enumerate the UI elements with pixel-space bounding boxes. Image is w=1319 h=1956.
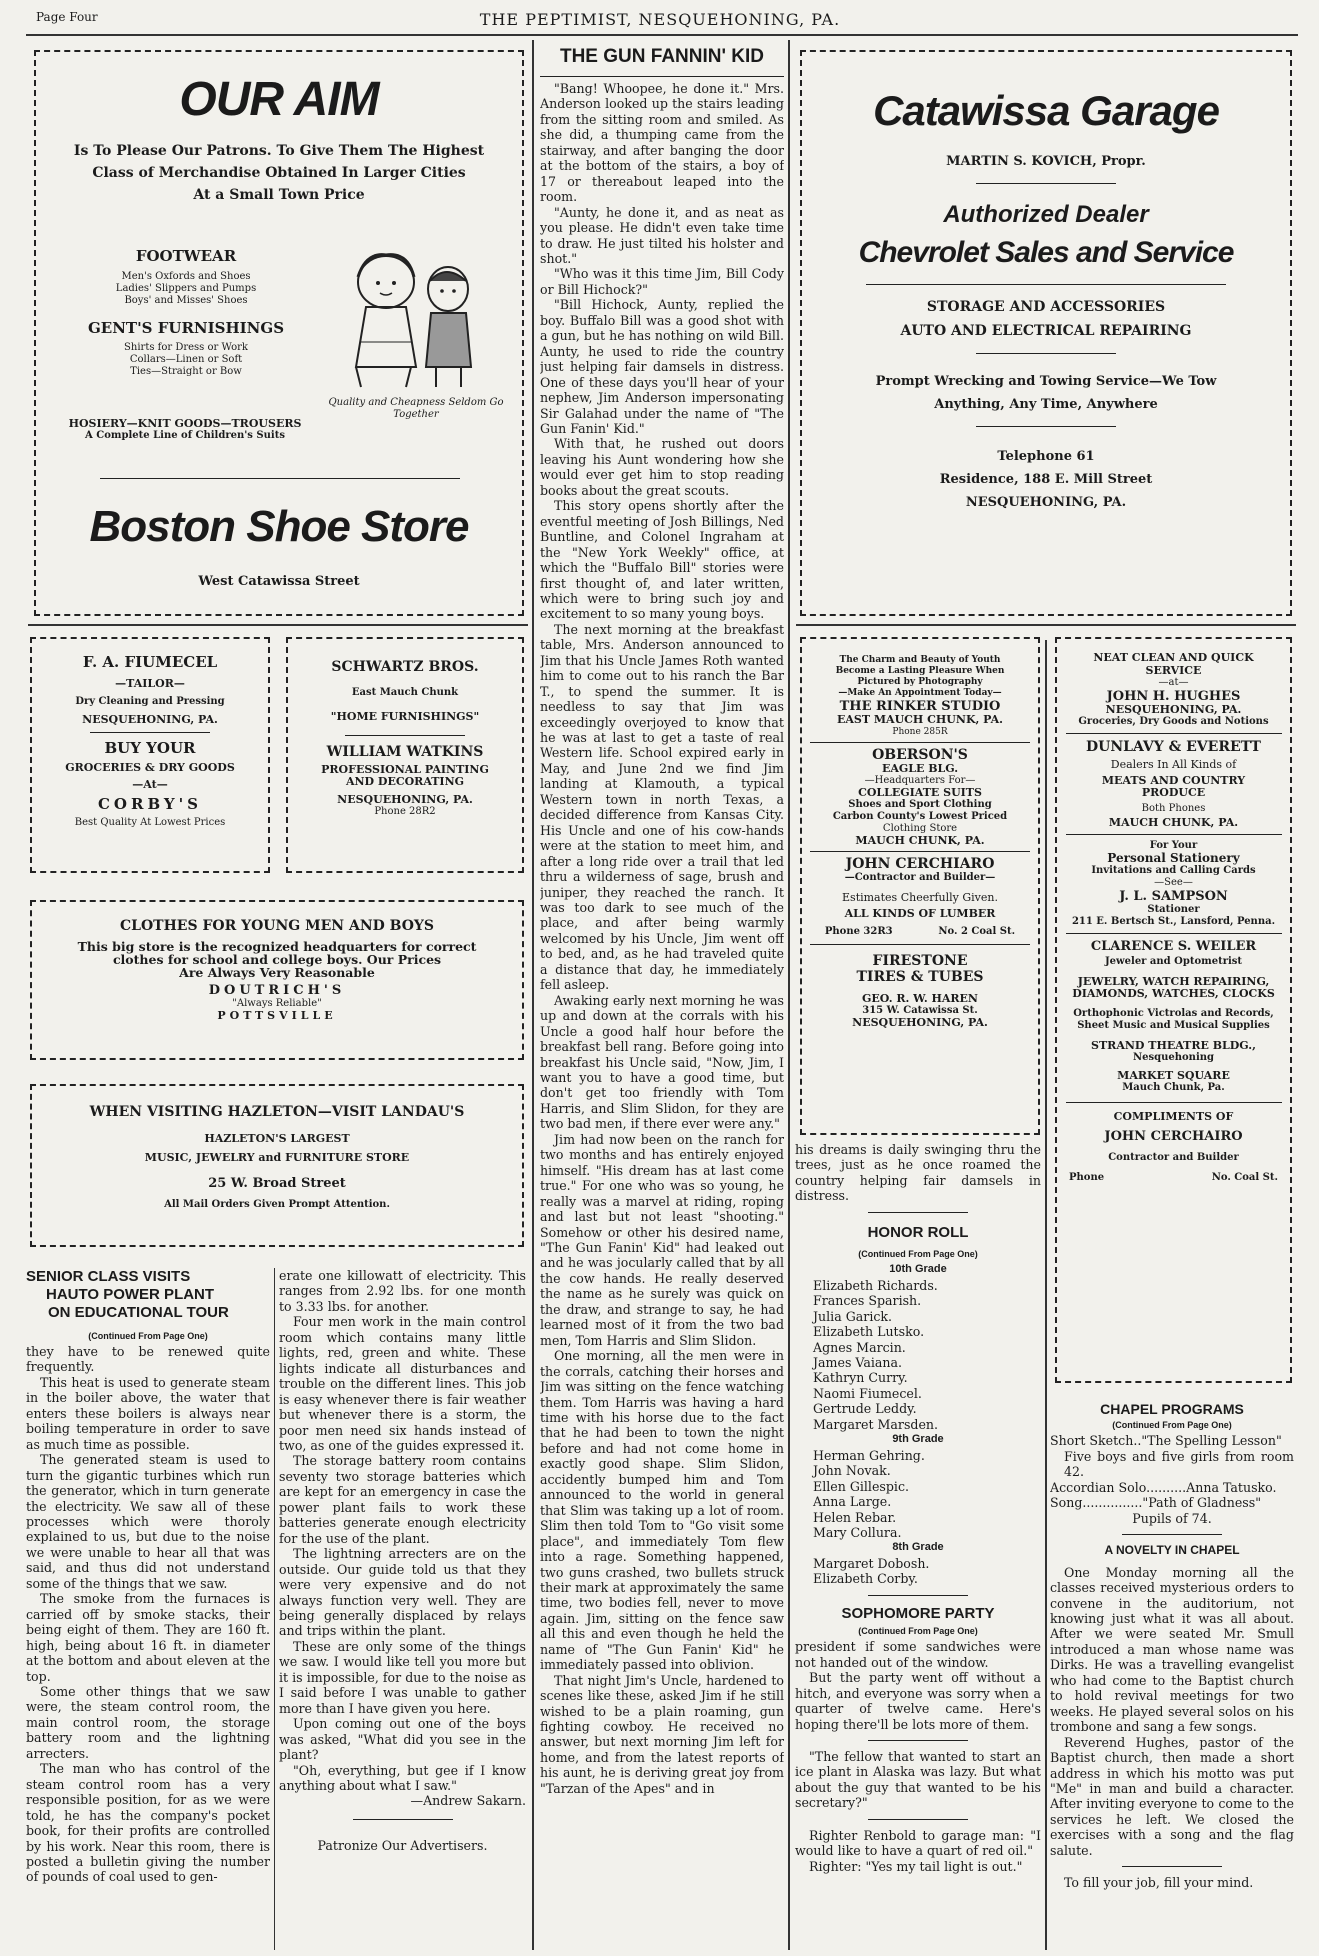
sophomore-title: SOPHOMORE PARTY [841,1604,995,1622]
cerchiaro-trade: —Contractor and Builder— [844,872,996,883]
childrens-line: A Complete Line of Children's Suits [85,430,285,441]
chapel-programs-column [1050,1400,1294,1950]
sampson-line: Invitations and Calling Cards [1091,865,1256,876]
watkins-phone: Phone 28R2 [374,806,436,817]
article-paragraph: To fill your job, fill your mind. [1064,1875,1254,1891]
hughes-goods: Groceries, Dry Goods and Notions [1078,716,1269,727]
sampson-name: J. L. SAMPSON [1119,889,1228,904]
cerchiaro-lumber: ALL KINDS OF LUMBER [844,907,996,920]
newspaper-title: THE PEPTIMIST, NESQUEHONING, PA. [479,10,841,29]
cerchiaro-est: Estimates Cheerfully Given. [842,891,998,904]
article-byline: —Andrew Sakarn. [410,1793,526,1809]
landau-mail: All Mail Orders Given Prompt Attention. [164,1199,390,1210]
fiumecel-town: NESQUEHONING, PA. [82,713,218,726]
garage-phone: Telephone 61 [997,449,1095,464]
doutrich-tagline: "Always Reliable" [232,998,322,1009]
aim-line-1: Is To Please Our Patrons. To Give Them The Highest [73,143,485,159]
article-paragraph: "Oh, everything, but gee if I know anything about what I saw." [279,1762,526,1793]
honor-name: Julia Garick. [813,1308,893,1324]
fiumecel-corby-ad [30,637,270,873]
garage-line: Prompt Wrecking and Towing Service—We Tow [875,374,1217,389]
rinker-line: Become a Lasting Pleasure When [835,666,1005,676]
boston-street: West Catawissa Street [198,574,360,589]
doutrich-ad [30,900,524,1060]
rinker-line: Pictured by Photography [857,677,983,687]
schwartz-watkins-ad [286,637,524,873]
article-paragraph: The smoke from the furnaces is carried off by smoke stacks, their being eight of them. They are 160 ft. high, being about 16 ft. in diameter at the bottom and about eleven at the top. [26,1591,270,1684]
article-paragraph: The man who has control of the steam control room has a very responsible position, for as we were told, he has the company's pocket book, for their profits are controlled by his work. Near this room, there is posted a bulletin giving the number of pounds of coal used to gen- [26,1761,270,1885]
garage-line: STORAGE AND ACCESSORIES [926,299,1166,315]
article-paragraph: The lightning arrecters are on the outside. Our guide told us that they were very expensive and do not always function very well. They are being generally displaced by relays and trips within the plant. [279,1546,526,1639]
footwear-line: Men's Oxfords and Shoes [121,271,251,282]
article-paragraph: One Monday morning all the classes received mysterious orders to convene in the auditorium, not knowing just what it was all about. After we were seated Mr. Smull introduced a man whose name was Dirks. He was a travelling evangelist who had come to the Baptist church to hold revival meetings for two weeks. He played several solos on his trombone and sang a few songs. [1050,1564,1294,1735]
article-paragraph: Reverend Hughes, pastor of the Baptist church, then made a short address in which his motto was put "Me" in man and build a character. After inviting everyone to come to the services he left. We closed the exercises with a song and the flag salute. [1050,1734,1294,1858]
rinker-town: EAST MAUCH CHUNK, PA. [836,713,1003,726]
article-paragraph: Awaking early next morning he was up and down at the corrals with his Uncle a good half hour before the breakfast bell rang. Before going into breakfast his Uncle said, "Now, Jim, I want you to have a good time, but don't get too friendly with Tom Harris, and Slim Slidon, for they are two bad men, if there ever were any." [540,992,784,1132]
oberson-town: MAUCH CHUNK, PA. [855,834,985,847]
ad-rule [28,624,528,626]
honor-name: Elizabeth Lutsko. [813,1324,925,1340]
article-paragraph: "The fellow that wanted to start an ice plant in Alaska was lazy. But what about the guy that wanted to be his secretary?" [795,1748,1041,1811]
gun-fannin-kid-article [540,44,784,1950]
sampson-line: For Your [1149,840,1198,851]
oberson-hq: —Headquarters For— [864,775,976,786]
firestone-subtitle: TIRES & TUBES [856,969,984,985]
garage-line: AUTO AND ELECTRICAL REPAIRING [900,323,1192,339]
fiumecel-trade: —TAILOR— [115,677,185,690]
quality-caption: Quality and Cheapness Seldom Go Together [328,397,504,420]
corby-at: —At— [132,778,168,791]
weiler-square-town: Mauch Chunk, Pa. [1122,1082,1225,1093]
weiler-name: CLARENCE S. WEILER [1090,939,1257,954]
landau-line: HAZLETON'S LARGEST [204,1132,350,1145]
oberson-line: Shoes and Sport Clothing [848,799,992,810]
watkins-line: PROFESSIONAL PAINTING [321,763,489,776]
senior-title: HAUTO POWER PLANT [46,1286,215,1303]
footwear-block [76,247,296,378]
dunlavy-name: DUNLAVY & EVERETT [1086,739,1261,755]
grade-heading: 9th Grade [892,1433,944,1446]
right-ads-box [1055,637,1292,1383]
doutrich-name: DOUTRICH'S [208,983,346,998]
article-paragraph: One morning, all the men were in the corrals, catching their horses and Jim was sitting on the fence watching them. Tom Harris was having a hard time with his horse due to the fact that he had been to town the night before and had not come home in exactly good shape. Slim Slidon, accidently bumped him and Tom announced to the world in general that Slim was taking up a lot of room. Slim then told Tom to "Go visit some place", and immediately Tom flew into a rage. Something happened, two guns crashed, two bullets struck their mark at approximately the same time, two bodies fell, never to move again. Jim, sitting on the fence saw all this and even though he held the name of "The Gun Fanin' Kid" he immediately passed into oblivion. [540,1348,784,1673]
oberson-name: OBERSON'S [872,747,968,763]
landau-address: 25 W. Broad Street [208,1176,346,1191]
hughes-name: JOHN H. HUGHES [1106,689,1241,704]
sampson-see: —See— [1154,877,1193,888]
middle-ads-box [800,637,1040,1135]
article-paragraph: Four men work in the main control room which contains many little lights, red, green and white. These lights indicate all disturbances and trouble on the different lines. This job is easy whenever there is fair weather but whenever there is a storm, the poor men need six hands instead of two, as one of the guides expressed it. [279,1314,526,1453]
continued-note: (Continued From Page One) [1112,1420,1232,1430]
article-paragraph: The next morning at the breakfast table, Mrs. Anderson announced to Jim that his Uncle James Roth wanted him to come out to his ranch the Bar T., to spend the summer. It is needless to say that Jim was exceedingly overjoyed to know that he was at last to get a taste of real Western life. School expired early in May, and June 2nd we find Jim landing at Klamouth, a typical Western town in north Texas, a decided difference from Kansas City. His Uncle and one of his cow-hands were at the station to meet him, and after a long ride over a trail that led thru a wilderness of sage, brush and juniper, they reached the ranch. It was too dark to see much of the place, and after being warmly welcomed by his Uncle, Jim went off to bed, and, as he had traveled quite a distance that day, he immediately fell asleep. [540,621,784,993]
boston-shoe-store-ad [34,50,524,616]
honor-name: Mary Collura. [813,1524,902,1540]
weiler-bldg: STRAND THEATRE BLDG., [1091,1039,1256,1052]
article-paragraph: The generated steam is used to turn the gigantic turbines which run the generator, which in turn generate the electricity. We saw all of these processes which were thoroly explained to us, but due to the noise we were unable to hear all that was said, and thus did not understand some of the things that we saw. [26,1452,270,1591]
aim-line-2: Class of Merchandise Obtained In Larger Cities [92,165,466,181]
weiler-trade: Jeweler and Optometrist [1104,956,1243,967]
senior-title: SENIOR CLASS VISITS [26,1268,191,1285]
corby-groceries: GROCERIES & DRY GOODS [65,761,235,774]
sampson-trade: Stationer [1147,904,1200,915]
article-paragraph: These are only some of the things we saw. I would like tell you more but it is impossible, for due to the noise as I said before I was unable to gather more than I have given you here. [279,1638,526,1716]
rinker-name: THE RINKER STUDIO [839,699,1001,714]
footwear-line: Ladies' Slippers and Pumps [115,283,257,294]
honor-name: James Vaiana. [813,1354,903,1370]
article-paragraph: But the party went off without a hitch, and everyone was sorry when a quarter of twelve came. Here's hoping there'll be lots more of them. [795,1670,1041,1732]
honor-name: Kathryn Curry. [813,1370,908,1386]
senior-title: ON EDUCATIONAL TOUR [48,1304,229,1321]
column-rule-3 [1045,640,1047,1950]
corby-name: CORBY'S [97,795,203,813]
honor-name: Frances Sparish. [813,1293,922,1309]
chapel-line: Pupils of 74. [1132,1510,1212,1526]
compliments-trade: Contractor and Builder [1108,1152,1239,1163]
article-paragraph: Righter: "Yes my tail light is out." [809,1858,1023,1874]
honor-name: Ellen Gillespic. [813,1478,910,1494]
article-paragraph: With that, he rushed out doors leaving his Aunt wondering how she would ever get him to stop reading books about the great scouts. [540,436,784,498]
garage-name: Catawissa Garage [873,87,1219,134]
boston-shoe-store-name: Boston Shoe Store [89,502,469,551]
watkins-line: AND DECORATING [345,775,465,788]
honor-name: Herman Gehring. [813,1447,925,1463]
hughes-at: —at— [1158,677,1189,688]
cerchiaro-phone: Phone 32R3 [824,926,893,937]
patronize-footer: Patronize Our Advertisers. [317,1837,488,1853]
column-rule-1 [532,40,534,1950]
honor-name: Naomi Fiumecel. [813,1385,922,1401]
doutrich-line: This big store is the recognized headquarters for correct [77,939,477,954]
doutrich-headline: CLOTHES FOR YOUNG MEN AND BOYS [119,918,435,934]
ad-rule [796,624,1296,626]
landau-headline: WHEN VISITING HAZLETON—VISIT LANDAU'S [89,1104,465,1120]
aim-line-3: At a Small Town Price [193,187,365,203]
novelty-title: A NOVELTY IN CHAPEL [1104,1543,1240,1558]
schwartz-name: SCHWARTZ BROS. [331,659,479,675]
garage-residence: Residence, 188 E. Mill Street [939,472,1153,487]
article-paragraph: This heat is used to generate steam in the boiler above, the water that enters these boilers is always near boiling temperature in order to save as much time as possible. [26,1374,270,1452]
fiumecel-services: Dry Cleaning and Pressing [75,696,225,707]
chapel-line: Short Sketch.."The Spelling Lesson" [1050,1433,1282,1449]
chapel-line: Five boys and five girls from room 42. [1064,1448,1294,1480]
dunlavy-phone: Both Phones [1141,803,1206,814]
sampson-address: 211 E. Bertsch St., Lansford, Penna. [1071,916,1276,927]
watkins-name: WILLIAM WATKINS [326,744,484,760]
article-paragraph: they have to be renewed quite frequently. [26,1344,270,1375]
gun-title: THE GUN FANNIN' KID [559,46,765,67]
compliments-line: COMPLIMENTS OF [1113,1110,1234,1123]
garage-brand: Chevrolet Sales and Service [858,236,1234,269]
article-paragraph: "Who was it this time Jim, Bill Cody or Bill Hichock?" [540,266,784,297]
continued-note: (Continued From Page One) [858,1625,978,1636]
honor-name: Anna Large. [813,1494,892,1510]
hughes-town: NESQUEHONING, PA. [1105,703,1242,716]
article-paragraph: Some other things that we saw were, the steam control room, the main control room, the storage battery room and the lightning arrecters. [26,1683,270,1761]
honor-name: John Novak. [813,1463,891,1479]
landau-ad [30,1084,524,1247]
hosiery-line: HOSIERY—KNIT GOODS—TROUSERS [68,417,302,430]
garage-proprietor: MARTIN S. KOVICH, Propr. [946,154,1146,169]
firestone-title: FIRESTONE [872,953,968,969]
article-paragraph: This story opens shortly after the eventful meeting of Josh Billings, Ned Buntline, and Colonel Ingraham at the "New York Weekly" office, at which the "Buffalo Bill" stories were first thought of, and later written, which were to bring such joy and excitement to so many young boys. [540,498,784,622]
article-paragraph: That night Jim's Uncle, hardened to scenes like these, asked Jim if he still wished to be a plain roaming, gun fighting cowboy. He received no answer, but next morning Jim left for home, and from the latest reports of his aunt, he is deriving great joy from "Tarzan of the Apes" and in [540,1672,784,1796]
article-paragraph: "Bill Hichock, Aunty, replied the boy. Buffalo Bill was a good shot with a gun, but he has nothing on wild Bill. Aunty, he used to ride the country just helping fair damsels in distress. One of these days you'll hear of your nephew, Jim Anderson impersonating Sir Galahad under the name of "The Gun Fanin' Kid." [540,297,784,436]
sampson-line: Personal Stationery [1107,851,1240,865]
article-paragraph: "Bang! Whoopee, he done it." Mrs. Anderson looked up the stairs leading from the sitting room and smiled. As she did, a thumping came from the stairway, and after banging the door at the bottom of the stairs, a boy of 17 or thereabout leaped into the room. [540,81,784,205]
article-paragraph: president if some sandwiches were not handed out of the window. [795,1639,1041,1670]
page-number: Page Four [36,10,98,24]
firestone-name: GEO. R. W. HAREN [862,992,978,1005]
honor-name: Margaret Dobosh. [813,1555,930,1571]
schwartz-town: East Mauch Chunk [351,687,459,698]
article-paragraph: his dreams is daily swinging thru the trees, just as he once roamed the country helping fair damsels in distress. [795,1142,1041,1204]
oberson-bldg: EAGLE BLG. [881,762,959,775]
masthead-rule [26,34,1298,36]
gents-line: Collars—Linen or Soft [129,354,243,365]
article-paragraph: erate one killowatt of electricity. This ranges from 2.92 lbs. for one month to 3.33 lbs. for another. [279,1268,526,1314]
catawissa-garage-ad [800,50,1292,616]
compliments-address: No. Coal St. [1211,1172,1278,1183]
garage-dealer: Authorized Dealer [943,201,1149,228]
doutrich-line: Are Always Very Reasonable [179,965,375,980]
grade-heading: 10th Grade [889,1263,947,1276]
dunlavy-line: Dealers In All Kinds of [1110,758,1237,771]
article-paragraph: Upon coming out one of the boys was asked, "What did you see in the plant? [279,1716,526,1763]
schwartz-slogan: "HOME FURNISHINGS" [330,710,480,723]
rinker-line: The Charm and Beauty of Youth [839,655,1001,665]
honor-name: Helen Rebar. [813,1509,897,1525]
doutrich-line: clothes for school and college boys. Our Prices [112,952,442,967]
chapel-line: Song..............."Path of Gladness" [1050,1495,1262,1511]
dunlavy-line: PRODUCE [1141,786,1206,799]
gents-line: Shirts for Dress or Work [124,342,248,353]
article-paragraph: "Aunty, he done it, and as neat as you please. He didn't even take time to draw. He just tilted his holster and shot." [540,204,784,266]
footwear-title: FOOTWEAR [135,247,237,265]
compliments-name: JOHN CERCHAIRO [1104,1129,1243,1144]
honor-roll-column [795,1142,1041,1950]
article-paragraph: The storage battery room contains seventy two storage batteries which are kept for an emergency in case the power plant fails to work these batteries generate enough electricity for the use of the plant. [279,1453,526,1546]
continued-note: (Continued From Page One) [858,1248,978,1259]
oberson-line: Clothing Store [882,823,958,834]
hughes-service: NEAT CLEAN AND QUICK SERVICE [1093,651,1254,677]
honor-roll-title: HONOR ROLL [867,1223,969,1241]
landau-line: MUSIC, JEWELRY and FURNITURE STORE [144,1151,410,1164]
corby-tagline: Best Quality At Lowest Prices [74,817,226,828]
oberson-suits: COLLEGIATE SUITS [858,786,982,799]
honor-name: Margaret Marsden. [813,1416,939,1432]
cerchiaro-address: No. 2 Coal St. [938,926,1016,937]
garage-line: Anything, Any Time, Anywhere [934,397,1158,412]
watkins-town: NESQUEHONING, PA. [337,793,473,806]
firestone-town: NESQUEHONING, PA. [852,1016,988,1029]
shoe-kids-illustration [336,247,496,397]
chapel-title: CHAPEL PROGRAMS [1100,1401,1244,1417]
cerchiaro-name: JOHN CERCHIARO [845,856,995,872]
doutrich-town: POTTSVILLE [217,1009,337,1022]
gents-title: GENT'S FURNISHINGS [87,319,285,337]
footwear-line: Boys' and Misses' Shoes [124,295,248,306]
firestone-address: 315 W. Catawissa St. [862,1005,978,1016]
continued-note: (Continued From Page One) [88,1331,208,1341]
dunlavy-town: MAUCH CHUNK, PA. [1108,816,1239,829]
dunlavy-line: MEATS AND COUNTRY [1101,774,1246,787]
garage-town: NESQUEHONING, PA. [965,495,1127,510]
grade-heading: 8th Grade [892,1541,944,1554]
honor-name: Elizabeth Richards. [813,1277,938,1293]
fiumecel-name: F. A. FIUMECEL [82,653,218,671]
our-aim-headline: OUR AIM [179,73,379,126]
gents-line: Ties—Straight or Bow [130,366,242,377]
senior-class-article-col1 [26,1268,270,1950]
rinker-phone: Phone 285R [892,727,948,737]
oberson-line: Carbon County's Lowest Priced [832,811,1008,822]
honor-name: Gertrude Leddy. [813,1401,917,1417]
chapel-line: Accordian Solo..........Anna Tatusko. [1050,1479,1277,1495]
weiler-victrolas: Orthophonic Victrolas and Records, Sheet Music and Musical Supplies [1073,1008,1274,1031]
senior-class-article-col2 [279,1268,526,1950]
article-paragraph: Jim had now been on the ranch for two months and has entirely enjoyed himself. "His dream has at last come true." For one who was so young, he really was a marvel at riding, roping and last but not least "shooting." Somehow or other his desired name, "The Gun Fanin' Kid" had leaked out and he was jocularly called that by all the cow hands. He really deserved the name as he surely was quick on the draw, and strange to say, he had learned most of it from the two bad men, Tom Harris and Slim Slidon. [540,1131,784,1348]
weiler-jewelry: JEWELRY, WATCH REPAIRING, DIAMONDS, WATCHES, CLOCKS [1072,975,1275,1000]
article-paragraph: Righter Renbold to garage man: "I would like to have a quart of red oil." [795,1827,1041,1859]
weiler-square: MARKET SQUARE [1117,1069,1230,1082]
corby-buy: BUY YOUR [104,739,196,757]
honor-name: Elizabeth Corby. [813,1571,918,1587]
compliments-phone: Phone [1069,1172,1105,1183]
rinker-line: —Make An Appointment Today— [838,688,1002,698]
weiler-town: Nesquehoning [1132,1052,1215,1063]
honor-name: Agnes Marcin. [813,1339,906,1355]
column-rule-2 [788,40,790,1950]
column-rule-4 [274,1268,275,1950]
